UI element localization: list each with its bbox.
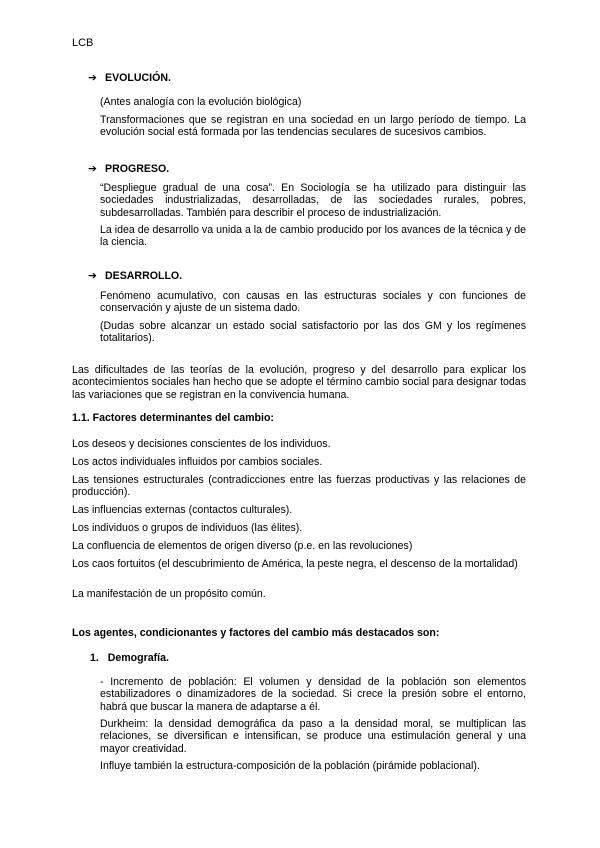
- factor-item: Los caos fortuitos (el descubrimiento de América, la peste negra, el descenso de la mortalidad): [72, 558, 518, 570]
- factor-item: La manifestación de un propósito común.: [72, 588, 266, 600]
- arrow-right-icon: ➔: [88, 163, 97, 175]
- evolucion-paragraph-2: Transformaciones que se registran en una sociedad en un largo período de tiempo. La evolución social está formada por las tendencias seculares de sucesivos cambios.: [100, 114, 526, 139]
- factors-heading: 1.1. Factores determinantes del cambio:: [72, 412, 274, 424]
- item-title: Demografía.: [107, 652, 169, 664]
- agent-item-demografia: [90, 652, 169, 664]
- factor-item: Los actos individuales influidos por cambios sociales.: [72, 456, 323, 468]
- evolucion-paragraph-1: (Antes analogía con la evolución biológica): [100, 96, 302, 108]
- demografia-paragraph-3: Influye también la estructura-composición de la población (pirámide poblacional).: [100, 760, 480, 772]
- desarrollo-paragraph-2: (Dudas sobre alcanzar un estado social satisfactorio por las dos GM y los regímenes totalitarios).: [100, 320, 526, 345]
- progreso-paragraph-1: “Despliegue gradual de una cosa”. En Sociología se ha utilizado para distinguir las sociedades industrializadas, desarrolladas, de las sociedades rurales, pobres, subdesarrolladas. También para describir el proceso de industrialización.: [100, 182, 526, 219]
- arrow-right-icon: ➔: [88, 270, 97, 282]
- factor-item: Las tensiones estructurales (contradicciones entre las fuerzas productivas y las relaciones de producción).: [72, 474, 526, 499]
- item-number: 1.: [90, 652, 99, 664]
- progreso-paragraph-2: La idea de desarrollo va unida a la de cambio producido por los avances de la técnica y de la ciencia.: [100, 224, 526, 249]
- factor-item: Las influencias externas (contactos culturales).: [72, 504, 293, 516]
- factor-item: La confluencia de elementos de origen diverso (p.e. en las revoluciones): [72, 540, 413, 552]
- intro-paragraph: Las dificultades de las teorías de la evolución, progreso y del desarrollo para explicar los acontecimientos sociales han hecho que se adopte el término cambio social para designar todas las variaciones que se registran en la convivencia humana.: [72, 364, 526, 401]
- factor-item: Los individuos o grupos de individuos (las élites).: [72, 522, 303, 534]
- arrow-right-icon: ➔: [88, 72, 97, 84]
- section-title-progreso: ➔ PROGRESO.: [88, 163, 170, 175]
- page-header: LCB: [72, 37, 94, 49]
- desarrollo-paragraph-1: Fenómeno acumulativo, con causas en las estructuras sociales y con funciones de conservación y ajuste de un sistema dado.: [100, 290, 526, 315]
- demografia-paragraph-1: - Incremento de población: El volumen y densidad de la población son elementos estabilizadores o dinamizadores de la sociedad. Si crece la presión sobre el entorno, habrá que buscar la manera de adaptarse a él.: [100, 676, 526, 713]
- section-title-desarrollo: ➔ DESARROLLO.: [88, 270, 183, 282]
- agents-heading: Los agentes, condicionantes y factores del cambio más destacados son:: [72, 627, 440, 639]
- section-title-evolucion: ➔ EVOLUCIÓN.: [88, 72, 171, 84]
- demografia-paragraph-2: Durkheim: la densidad demográfica da paso a la densidad moral, se multiplican las relaciones, se diversifican e intensifican, se produce una estimulación general y una mayor creatividad.: [100, 718, 526, 755]
- factor-item: Los deseos y decisiones conscientes de los individuos.: [72, 438, 331, 450]
